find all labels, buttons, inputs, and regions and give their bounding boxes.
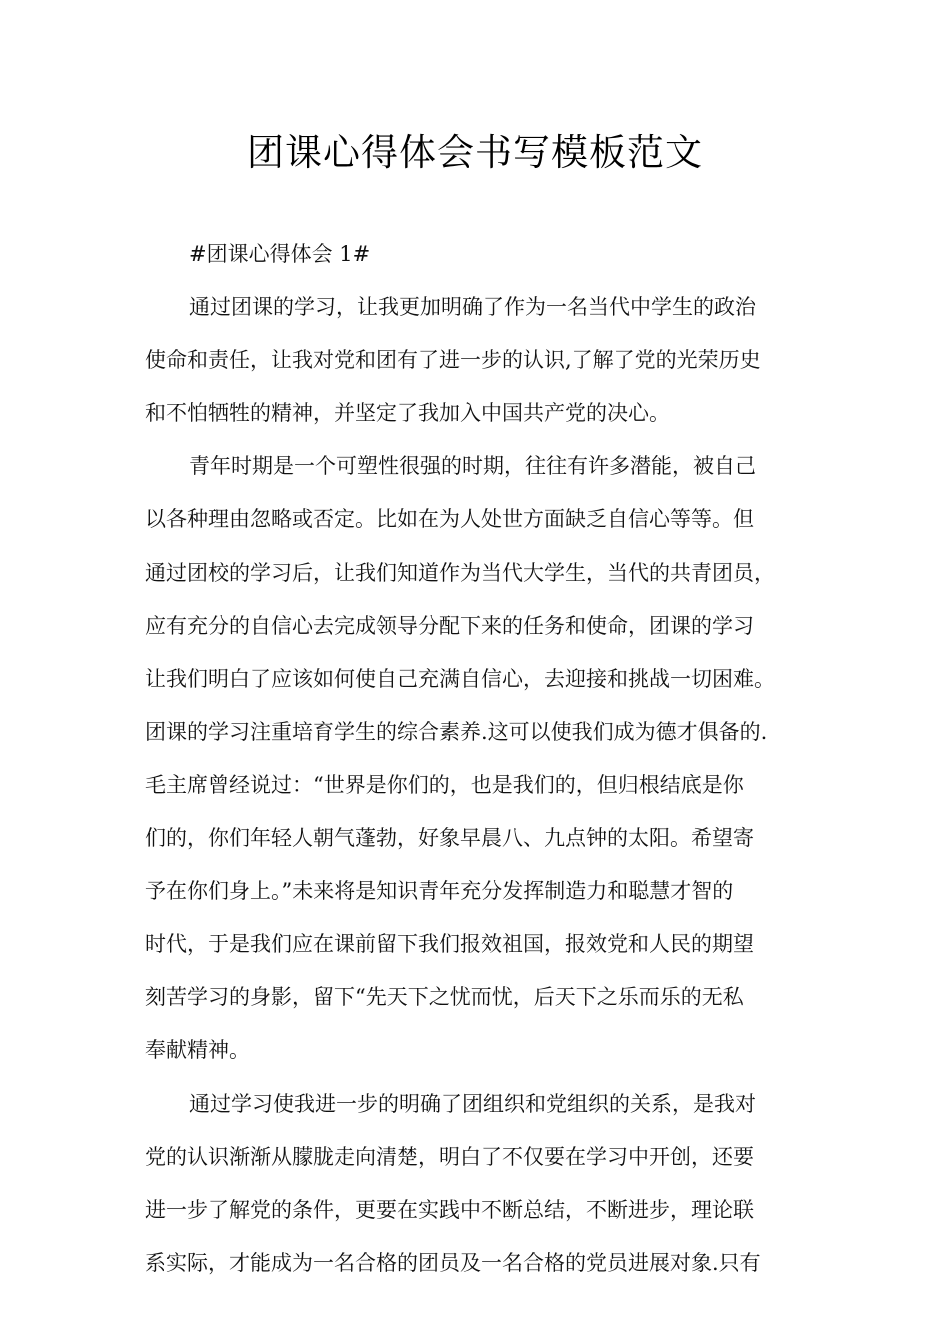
text-line: 毛主席曾经说过：“世界是你们的，也是我们的，但归根结底是你	[145, 772, 744, 797]
text-line: 以各种理由忽略或否定。比如在为人处世方面缺乏自信心等等。但	[145, 507, 754, 532]
text-line: 予在你们身上。”未来将是知识青年充分发挥制造力和聪慧才智的	[145, 879, 734, 904]
text-line: 奉献精神。	[145, 1038, 250, 1063]
document-title: 团课心得体会书写模板范文	[247, 131, 703, 174]
text-line: 青年时期是一个可塑性很强的时期，往往有许多潜能，被自己	[189, 454, 756, 479]
text-line: 系实际，才能成为一名合格的团员及一名合格的党员进展对象.只有	[145, 1250, 761, 1275]
text-line: 让我们明白了应该如何使自己充满自信心，去迎接和挑战一切困难。	[145, 666, 775, 691]
text-line: 进一步了解党的条件，更要在实践中不断总结，不断进步，理论联	[145, 1197, 754, 1222]
text-line: 和不怕牺牲的精神，并坚定了我加入中国共产党的决心。	[145, 401, 670, 426]
text-line: 团课的学习注重培育学生的综合素养.这可以使我们成为德才俱备的.	[145, 719, 768, 744]
text-line: 刻苦学习的身影，留下“先天下之忧而忧，后天下之乐而乐的无私	[145, 985, 744, 1010]
document-body	[145, 234, 825, 1296]
text-line: #团课心得体会 1#	[189, 242, 371, 266]
text-line: 通过学习使我进一步的明确了团组织和党组织的关系，是我对	[189, 1091, 756, 1116]
text-line: 应有充分的自信心去完成领导分配下来的任务和使命，团课的学习	[145, 613, 754, 638]
text-line: 党的认识渐渐从朦胧走向清楚，明白了不仅要在学习中开创，还要	[145, 1144, 754, 1169]
text-line: 通过团课的学习，让我更加明确了作为一名当代中学生的政治	[189, 295, 756, 320]
text-line: 通过团校的学习后，让我们知道作为当代大学生，当代的共青团员，	[145, 560, 775, 585]
text-line: 使命和责任，让我对党和团有了进一步的认识,了解了党的光荣历史	[145, 348, 761, 373]
text-line: 时代，于是我们应在课前留下我们报效祖国，报效党和人民的期望	[145, 932, 754, 957]
text-line: 们的，你们年轻人朝气蓬勃，好象早晨八、九点钟的太阳。希望寄	[145, 826, 754, 851]
